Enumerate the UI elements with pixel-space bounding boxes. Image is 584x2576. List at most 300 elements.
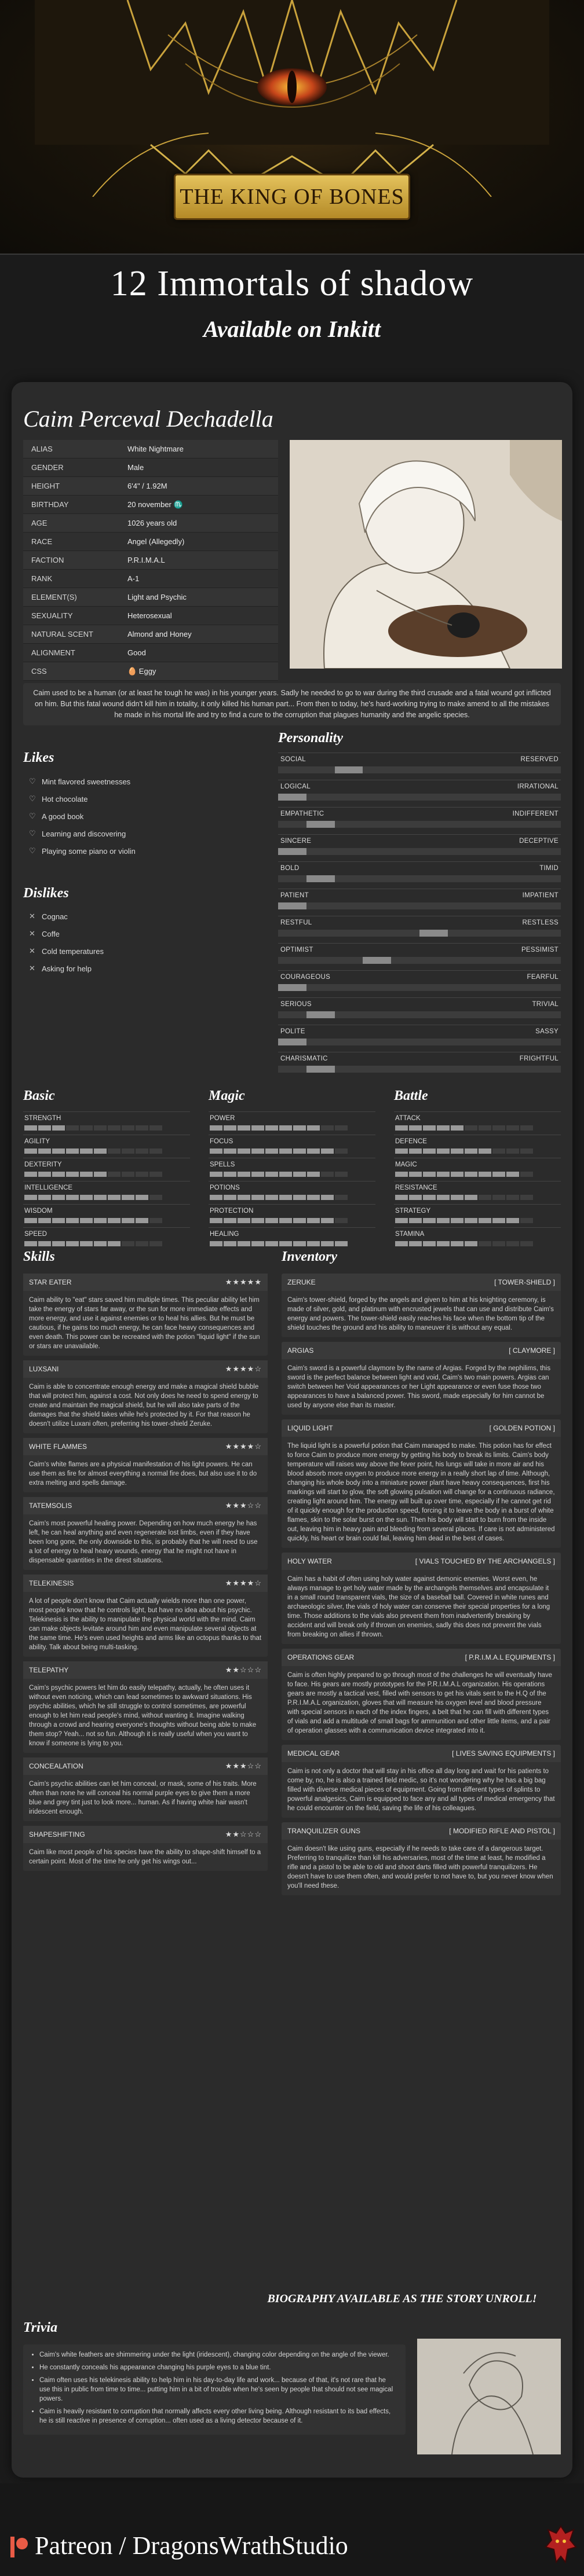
heart-icon: ♡ xyxy=(29,812,36,820)
inventory-description: Caim's sword is a powerful claymore by the name of Argias. Forged by the nephilims, this sword is the perfect balance between light and void, Caim's two main powers. Argias can switch between her Void appearances or her Light appearance or even fuse those two appearances to have a balanced power. This sword, made especially for him cannot be used by anyone else than its master. xyxy=(282,1359,561,1415)
stat-bar-segment xyxy=(479,1148,491,1154)
stat-bar xyxy=(395,1218,533,1223)
skill-stars: ★★☆☆☆ xyxy=(225,1665,262,1674)
stat-bar-segment xyxy=(520,1195,533,1200)
stat-bar-segment xyxy=(409,1125,422,1131)
trait-scale-marker xyxy=(278,794,306,801)
stat-bar-segment xyxy=(451,1195,463,1200)
trait-scale-track xyxy=(278,930,561,937)
trait-right-label: RESTLESS xyxy=(522,919,559,926)
stat-bar-segment xyxy=(293,1148,306,1154)
trait-left-label: SERIOUS xyxy=(280,1001,312,1008)
trivia-item: • Caim often uses his telekinesis ability to help him in his day-to-day life and work... because of that, it's not rare that he use this in public from time to time... putting him in a bit of trouble when he's seen by people that should not see magical powers. xyxy=(39,2376,396,2403)
skill-description: Caim's psychic powers let him do easily telepathy, actually, he often uses it without even noticing, which can lead sometimes to awkward situations. His psychic abilities, which he still struggle to control sometimes, are powerful enough to let him read people's mind, without wanting it. Imagine walking through a crowd and hearing everyone's thoughts without being able to make them stop? Yeah... not so fun. Although it is really useful when you want to know if someone is lying to you. xyxy=(29,1685,257,1747)
skill-card xyxy=(23,1497,268,1570)
inventory-description: Caim is often highly prepared to go through most of the challenges he will eventually have to face. His gears are mostly prototypes for the P.R.I.M.A.L organization. His operations gears are mostly a tactical vest, filled with sensors to get his vitals sent to the H.Q of the P.R.I.M.A.L organization, gloves that will measure his oxygen level and blood pressure with special sensors in each of the index fingers, a belt that he can fill with different types of vials and add a multitude of small bags for ammunition and other little items, and a pair of operation glasses with a communication device integrated into it. xyxy=(282,1666,561,1740)
list-item xyxy=(29,960,261,977)
trait-right-label: DECEPTIVE xyxy=(519,838,559,845)
personality-scales xyxy=(278,753,561,1079)
stat-bar-segment xyxy=(38,1195,51,1200)
stat-row xyxy=(209,1204,375,1227)
info-value: Good xyxy=(127,648,146,657)
stat-bar-segment xyxy=(395,1125,408,1131)
inventory-type: [ VIALS TOUCHED BY THE ARCHANGELS ] xyxy=(415,1557,555,1565)
personality-row xyxy=(278,780,561,807)
info-key: FACTION xyxy=(31,556,64,564)
stat-bar-segment xyxy=(224,1241,236,1246)
personality-row xyxy=(278,916,561,943)
list-item xyxy=(29,908,261,925)
trait-scale-marker xyxy=(306,1066,335,1073)
trait-left-label: CHARISMATIC xyxy=(280,1055,328,1062)
inventory-name: ZERUKE xyxy=(287,1278,316,1286)
battle-title: Battle xyxy=(394,1088,428,1103)
stat-bar-segment xyxy=(307,1148,320,1154)
info-row xyxy=(23,458,278,477)
skill-header xyxy=(23,1438,268,1455)
inventory-description: Caim doesn't like using guns, especially if he needs to take care of a dangerous target. Preferring to tranquilize than kill his adversaries, most of the time at least, he modified a rifle and a pistol to be able to old and shoot darts filled with powerful tranquilizers. He doesn't have to use them often, and would prefer to not have to, but you never know when you'll need these. xyxy=(282,1840,561,1895)
personality-row xyxy=(278,889,561,916)
skill-card xyxy=(23,1438,268,1492)
list-item xyxy=(29,842,261,860)
inventory-type: [ P.R.I.M.A.L EQUIPMENTS ] xyxy=(465,1653,555,1661)
stat-bar-segment xyxy=(465,1148,477,1154)
stat-bar-segment xyxy=(321,1172,334,1177)
stat-bar-segment xyxy=(224,1148,236,1154)
stat-label: HEALING xyxy=(210,1231,239,1238)
stat-bar-segment xyxy=(409,1218,422,1223)
trait-scale-track xyxy=(278,902,561,909)
stat-bar-segment xyxy=(122,1148,134,1154)
stat-label: DEXTERITY xyxy=(24,1161,62,1168)
stat-bar-segment xyxy=(251,1172,264,1177)
info-key: ALIAS xyxy=(31,445,53,453)
inventory-description: The liquid light is a powerful potion that Caim managed to make. This potion has for effect to force Caim to produce more energy by getting his body to break its limits. Caim's body temperature will raises way above the fever point, his lungs will take in more air and his blood absorb more oxygen to produce more energy in a really short lap of time. Although, changing his whole body into a miniature power plant have heavy consequences, first his markings will start to glow, the soft glowing pulsation will change for a continuous radiance, creating light around him. The energy will built up over time, especially if he cannot get rid of it quickly enough for the production speed, forcing it to leave the body in a burst of white flames, skin to the solar burst on the sun. Then his body will start to burn from the inside out, leaving him in heavy pain and bleeding from several places. If care is not administered quickly, his heart or brain could fail, leaving him dead in the best of cases. xyxy=(282,1437,561,1548)
stat-bar-segment xyxy=(94,1241,107,1246)
info-key: SEXUALITY xyxy=(31,611,73,620)
stat-bar-segment xyxy=(506,1172,519,1177)
trait-scale-marker xyxy=(306,875,335,882)
stat-bar-segment xyxy=(307,1218,320,1223)
trait-scale-marker xyxy=(335,766,363,773)
inventory-name: OPERATIONS GEAR xyxy=(287,1653,355,1661)
stat-bar-segment xyxy=(520,1148,533,1154)
stat-bar xyxy=(210,1125,348,1131)
stat-label: DEFENCE xyxy=(395,1138,427,1145)
skill-name: LUXSANI xyxy=(29,1365,59,1373)
stat-bar-segment xyxy=(465,1125,477,1131)
skill-stars: ★★★☆☆ xyxy=(225,1762,262,1770)
stat-bar xyxy=(24,1172,162,1177)
stat-bar-segment xyxy=(136,1218,148,1223)
info-row xyxy=(23,607,278,625)
info-value: P.R.I.M.A.L xyxy=(127,556,165,564)
stat-bar-segment xyxy=(224,1195,236,1200)
likes-title: Likes xyxy=(23,750,54,765)
stat-label: POWER xyxy=(210,1115,235,1122)
inventory-type: [ CLAYMORE ] xyxy=(509,1346,555,1355)
info-key: ALIGNMENT xyxy=(31,648,75,657)
stat-bar-segment xyxy=(94,1148,107,1154)
magic-stats xyxy=(209,1111,375,1250)
stat-bar-segment xyxy=(279,1125,292,1131)
stat-bar-segment xyxy=(479,1125,491,1131)
stat-bar-segment xyxy=(520,1125,533,1131)
stat-row xyxy=(394,1135,561,1158)
stat-bar-segment xyxy=(423,1148,436,1154)
stat-row xyxy=(209,1135,375,1158)
stat-label: PROTECTION xyxy=(210,1208,254,1214)
trait-left-label: PATIENT xyxy=(280,892,309,899)
stat-bar-segment xyxy=(265,1241,278,1246)
stat-row xyxy=(394,1181,561,1204)
info-key: GENDER xyxy=(31,463,64,472)
stat-bar-segment xyxy=(24,1218,37,1223)
stat-bar-segment xyxy=(149,1148,162,1154)
stat-bar-segment xyxy=(409,1195,422,1200)
stat-bar-segment xyxy=(210,1241,222,1246)
stat-bar-segment xyxy=(395,1148,408,1154)
patreon-icon[interactable] xyxy=(10,2535,28,2559)
stat-bar-segment xyxy=(108,1241,121,1246)
stat-bar-segment xyxy=(80,1125,93,1131)
trait-left-label: COURAGEOUS xyxy=(280,974,331,981)
stat-bar-segment xyxy=(38,1241,51,1246)
trait-scale-track xyxy=(278,1066,561,1073)
stat-bar-segment xyxy=(506,1195,519,1200)
stat-bar-segment xyxy=(437,1172,450,1177)
stat-label: SPEED xyxy=(24,1231,47,1238)
stat-bar-segment xyxy=(251,1241,264,1246)
inventory-name: MEDICAL GEAR xyxy=(287,1749,340,1757)
stat-bar-segment xyxy=(66,1148,79,1154)
skill-card xyxy=(23,1360,268,1433)
info-key: BIRTHDAY xyxy=(31,500,69,509)
list-item-label: Cold temperatures xyxy=(42,946,104,956)
personality-title: Personality xyxy=(278,731,343,746)
trait-scale-marker xyxy=(306,821,335,828)
trait-scale-marker xyxy=(363,957,391,964)
skill-description: Caim is able to concentrate enough energy and make a magical shield bubble that will protect him, against a cost. Not only does he need to spend energy to create and maintain the magical shield, but he will also take parts of the damages that the shield takes while he's protected by it. For that reason he doesn't utilize Luxani often, preferring his tower-shield Zeruke. xyxy=(29,1384,259,1428)
stat-bar-segment xyxy=(224,1125,236,1131)
stat-bar-segment xyxy=(293,1172,306,1177)
stat-bar-segment xyxy=(66,1218,79,1223)
list-item-label: A good book xyxy=(42,812,84,821)
stat-bar-segment xyxy=(210,1125,222,1131)
stat-bar-segment xyxy=(520,1241,533,1246)
stat-bar-segment xyxy=(437,1148,450,1154)
trait-right-label: IRRATIONAL xyxy=(517,783,559,790)
trait-right-label: FEARFUL xyxy=(527,974,559,981)
footer-patreon-link[interactable]: Patreon / DragonsWrathStudio xyxy=(35,2531,348,2560)
stat-bar xyxy=(395,1148,533,1154)
inventory-type: [ MODIFIED RIFLE AND PISTOL ] xyxy=(449,1827,555,1835)
info-row xyxy=(23,440,278,458)
trait-scale-track xyxy=(278,794,561,801)
trait-scale-marker xyxy=(419,930,448,937)
stat-bar-segment xyxy=(321,1241,334,1246)
trivia-title: Trivia xyxy=(23,2320,58,2335)
inventory-description: Caim's tower-shield, forged by the angels and given to him at his knighting ceremony, is made of silver, gold, and platinum with encrusted jewels that can use and distribute Caim's energy and powers. The tower-shield easily reaches his face when the bottom tip of the shield touches the ground and his ability to maneuver it is without any equal. xyxy=(282,1291,561,1337)
stat-bar-segment xyxy=(293,1241,306,1246)
trait-scale-track xyxy=(278,957,561,964)
info-row xyxy=(23,588,278,607)
skills-title: Skills xyxy=(23,1249,55,1264)
basic-title: Basic xyxy=(23,1088,55,1103)
trait-scale-marker xyxy=(278,1039,306,1045)
stat-bar-segment xyxy=(479,1195,491,1200)
stat-bar-segment xyxy=(66,1125,79,1131)
inventory-header xyxy=(282,1342,561,1359)
dragon-logo-icon xyxy=(545,2524,577,2566)
stat-bar xyxy=(395,1241,533,1246)
personality-row xyxy=(278,943,561,970)
divider xyxy=(278,943,561,944)
stat-bar-segment xyxy=(66,1172,79,1177)
trivia-item: • Caim is heavily resistant to corruption that normally affects every other living being. Although resistant to its bad effects, he is still reactive in presence of corruption... often used as a living detector because of it. xyxy=(39,2407,396,2425)
divider xyxy=(278,997,561,998)
trait-left-label: EMPATHETIC xyxy=(280,810,324,817)
info-value: Light and Psychic xyxy=(127,593,187,601)
stat-bar-segment xyxy=(479,1218,491,1223)
skill-stars: ★★★☆☆ xyxy=(225,1501,262,1510)
stat-bar xyxy=(24,1125,162,1131)
character-bio: Caim used to be a human (or at least he tough he was) in his younger years. Sadly he needed to go to war during the third crusade and a fatal wound got inflicted on him. But this fatal wound didn't kill him in totality, it only killed his human part... From then to today, he's hard-working trying to make amend to all the mistakes he made in his mortal life and try to find a cure to the corruption that plagues humanity and the angelic species. xyxy=(23,683,561,725)
skill-card xyxy=(23,1661,268,1753)
divider xyxy=(278,861,561,862)
stat-bar-segment xyxy=(335,1218,348,1223)
divider xyxy=(278,807,561,808)
stat-bar-segment xyxy=(80,1218,93,1223)
banner xyxy=(0,0,584,255)
stat-bar-segment xyxy=(279,1241,292,1246)
stat-bar-segment xyxy=(122,1195,134,1200)
inventory-header xyxy=(282,1274,561,1291)
cross-icon: ✕ xyxy=(29,964,35,973)
stat-bar-segment xyxy=(24,1241,37,1246)
stat-bar-segment xyxy=(321,1218,334,1223)
character-name: Caim Perceval Dechadella xyxy=(23,406,273,432)
stat-bar-segment xyxy=(38,1218,51,1223)
stat-bar-segment xyxy=(335,1148,348,1154)
stat-bar-segment xyxy=(52,1218,65,1223)
list-item xyxy=(29,825,261,842)
stat-bar-segment xyxy=(506,1125,519,1131)
stat-bar-segment xyxy=(506,1148,519,1154)
skill-header xyxy=(23,1360,268,1378)
stat-bar-segment xyxy=(395,1172,408,1177)
info-value: Almond and Honey xyxy=(127,630,192,639)
trait-scale-track xyxy=(278,875,561,882)
info-row xyxy=(23,551,278,570)
stat-row xyxy=(394,1158,561,1181)
stat-bar-segment xyxy=(321,1148,334,1154)
stat-bar-segment xyxy=(210,1218,222,1223)
stat-bar-segment xyxy=(520,1172,533,1177)
stat-bar-segment xyxy=(149,1218,162,1223)
stat-bar-segment xyxy=(423,1241,436,1246)
stat-bar-segment xyxy=(395,1218,408,1223)
stat-bar-segment xyxy=(94,1172,107,1177)
stat-row xyxy=(394,1111,561,1135)
stat-bar-segment xyxy=(492,1241,505,1246)
skill-name: TELEKINESIS xyxy=(29,1579,74,1587)
stat-bar-segment xyxy=(80,1172,93,1177)
stat-bar-segment xyxy=(492,1125,505,1131)
stat-bar-segment xyxy=(335,1172,348,1177)
stat-label: ATTACK xyxy=(395,1115,421,1122)
inventory-type: [ LIVES SAVING EQUIPMENTS ] xyxy=(452,1749,555,1757)
personality-row xyxy=(278,834,561,861)
cross-icon: ✕ xyxy=(29,946,35,955)
stat-label: STRENGTH xyxy=(24,1115,61,1122)
stat-label: AGILITY xyxy=(24,1138,50,1145)
info-value: Male xyxy=(127,463,144,472)
stat-label: STRATEGY xyxy=(395,1208,431,1214)
skill-card xyxy=(23,1757,268,1821)
inventory-header xyxy=(282,1419,561,1437)
stat-bar-segment xyxy=(279,1148,292,1154)
stat-bar-segment xyxy=(136,1172,148,1177)
info-key: RANK xyxy=(31,574,53,583)
stat-bar-segment xyxy=(108,1148,121,1154)
skill-card xyxy=(23,1826,268,1871)
stat-bar-segment xyxy=(335,1125,348,1131)
skill-name: TELEPATHY xyxy=(29,1666,69,1674)
stat-bar-segment xyxy=(492,1218,505,1223)
skill-header xyxy=(23,1274,268,1291)
stat-bar-segment xyxy=(451,1218,463,1223)
list-item-label: Cognac xyxy=(42,912,68,921)
skill-stars: ★★★★☆ xyxy=(225,1579,262,1587)
stat-row xyxy=(23,1158,190,1181)
skill-header xyxy=(23,1575,268,1592)
stat-bar xyxy=(395,1125,533,1131)
stat-bar-segment xyxy=(38,1125,51,1131)
stat-row xyxy=(394,1204,561,1227)
stat-bar-segment xyxy=(423,1125,436,1131)
stat-bar-segment xyxy=(122,1241,134,1246)
stat-bar-segment xyxy=(409,1172,422,1177)
stat-bar-segment xyxy=(149,1172,162,1177)
stat-bar-segment xyxy=(437,1218,450,1223)
trait-scale-track xyxy=(278,1011,561,1018)
list-item-label: Asking for help xyxy=(42,964,92,973)
skill-stars: ★★★★★ xyxy=(225,1278,262,1286)
personality-row xyxy=(278,997,561,1025)
info-value: 6'4" / 1.92M xyxy=(127,482,167,490)
stat-row xyxy=(209,1111,375,1135)
stat-row xyxy=(209,1227,375,1250)
list-item-label: Hot chocolate xyxy=(42,794,88,803)
inventory-item xyxy=(282,1745,561,1818)
stat-bar-segment xyxy=(38,1172,51,1177)
stat-bar-segment xyxy=(465,1241,477,1246)
info-value: Angel (Allegedly) xyxy=(127,537,185,546)
inventory-name: HOLY WATER xyxy=(287,1557,332,1565)
stat-bar xyxy=(210,1148,348,1154)
skill-name: SHAPESHIFTING xyxy=(29,1830,85,1839)
stat-row xyxy=(209,1158,375,1181)
trait-scale-track xyxy=(278,1039,561,1045)
stat-bar-segment xyxy=(506,1218,519,1223)
inventory-description: Caim is not only a doctor that will stay in his office all day long and wait for his patients to come by, no, he is also a trained field medic, so it's not wondering why he has a big bag filled with diverse medical pieces of equipment. Going from different types of splints to powerful analgesics, Caim is equipped to face any and all types of medical emergency that he could encounter on the field, saving the life of his colleagues. xyxy=(282,1762,561,1818)
stat-bar-segment xyxy=(307,1172,320,1177)
stat-bar-segment xyxy=(24,1195,37,1200)
inventory-item xyxy=(282,1342,561,1415)
stat-bar-segment xyxy=(136,1195,148,1200)
info-row xyxy=(23,514,278,533)
stat-bar-segment xyxy=(80,1195,93,1200)
heart-icon: ♡ xyxy=(29,794,36,803)
stat-bar-segment xyxy=(251,1195,264,1200)
stat-row xyxy=(209,1181,375,1204)
character-portrait xyxy=(290,440,562,669)
skill-description: Caim's psychic abilities can let him conceal, or mask, some of his traits. More often than none he will conceal his normal purple eyes to give them a more blue and grey tint just to look more... human. As if having white hair wasn't iridescent enough. xyxy=(29,1781,257,1815)
stat-bar-segment xyxy=(492,1172,505,1177)
stat-bar-segment xyxy=(520,1218,533,1223)
stat-bar-segment xyxy=(321,1195,334,1200)
skill-header xyxy=(23,1661,268,1679)
inventory-item xyxy=(282,1553,561,1644)
stat-bar-segment xyxy=(451,1125,463,1131)
stat-bar-segment xyxy=(279,1172,292,1177)
skill-name: TATEMSOLIS xyxy=(29,1502,72,1510)
stat-bar-segment xyxy=(52,1241,65,1246)
stat-label: FOCUS xyxy=(210,1138,233,1145)
stat-bar-segment xyxy=(149,1241,162,1246)
inventory-item xyxy=(282,1649,561,1740)
stat-bar-segment xyxy=(451,1172,463,1177)
basic-stats xyxy=(23,1111,190,1250)
skill-description: Caim's white flames are a physical manifestation of his light powers. He can use them as fire for almost everything a normal fire does, but also use it to do extra melting and spells damage. xyxy=(29,1461,257,1487)
magic-title: Magic xyxy=(209,1088,245,1103)
dislikes-list xyxy=(29,908,261,977)
trait-scale-marker xyxy=(278,984,306,991)
stat-bar-segment xyxy=(224,1172,236,1177)
stat-bar-segment xyxy=(238,1148,250,1154)
stat-bar-segment xyxy=(80,1148,93,1154)
stat-bar-segment xyxy=(492,1148,505,1154)
stat-bar-segment xyxy=(265,1148,278,1154)
inventory-header xyxy=(282,1553,561,1570)
stat-bar-segment xyxy=(136,1148,148,1154)
trait-left-label: OPTIMIST xyxy=(280,946,313,953)
stat-bar-segment xyxy=(224,1218,236,1223)
stat-label: INTELLIGENCE xyxy=(24,1184,73,1191)
inventory-type: [ TOWER-SHIELD ] xyxy=(494,1278,555,1286)
stat-bar-segment xyxy=(437,1195,450,1200)
skill-description: Caim ability to "eat" stars saved him multiple times. This peculiar ability let him take the energy of stars far away, or the sun for more immediate effects and more energy, and use it against enemies or to heal his allies. But he must be cautious, if he gains too much energy, he can face heavy consequences and even death. This power can be recreated with the potion "liquid light" if the sun or stars are unavailable. xyxy=(29,1297,260,1350)
trait-scale-marker xyxy=(306,1011,335,1018)
stat-bar-segment xyxy=(80,1241,93,1246)
stat-bar-segment xyxy=(437,1125,450,1131)
skill-stars: ★★☆☆☆ xyxy=(225,1830,262,1839)
stat-bar xyxy=(24,1241,162,1246)
personality-row xyxy=(278,1052,561,1079)
skill-name: CONCEALATION xyxy=(29,1762,83,1770)
stat-bar xyxy=(210,1172,348,1177)
trait-left-label: BOLD xyxy=(280,865,300,872)
stat-bar-segment xyxy=(479,1241,491,1246)
inventory-header xyxy=(282,1745,561,1762)
stat-row xyxy=(23,1181,190,1204)
stat-bar-segment xyxy=(409,1148,422,1154)
skill-stars: ★★★★☆ xyxy=(225,1442,262,1451)
stat-bar-segment xyxy=(307,1125,320,1131)
stat-bar-segment xyxy=(108,1125,121,1131)
stat-row xyxy=(394,1227,561,1250)
